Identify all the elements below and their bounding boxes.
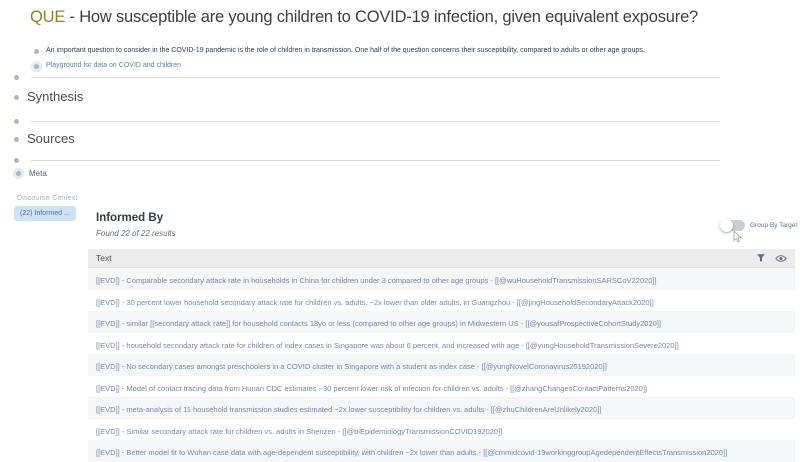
panel-title: Informed By	[96, 212, 164, 224]
table-row[interactable]	[88, 419, 795, 441]
cursor-icon	[733, 231, 743, 243]
results-summary: Found 22 of 22 results	[96, 229, 176, 238]
toggle-track-icon[interactable]	[720, 220, 745, 231]
evidence-row-text[interactable]: [[EVD]] - 30 percent lower household secondary attack rate for children vs. adults, ~2x lower than older adults, in Guangzhou - [[@jingHouseholdSecondaryAttack2020]]	[96, 297, 654, 307]
evidence-row-text[interactable]: [[EVD]] - similar [[secondary attack rate]] for household contacts 18yo or less (compared to other age groups) in Midwestern US - [[@yousafProspectiveCohortStudy2020]]	[96, 319, 661, 328]
filter-icon[interactable]	[756, 253, 766, 263]
evidence-row-text[interactable]: [[EVD]] - meta-analysis of 11 household transmission studies estimated ~2x lower susceptibility for children vs. adults - [[@zhuChildrenAreUnlikely2020]]	[96, 405, 602, 414]
playground-block	[34, 62, 181, 70]
block-bullet-icon[interactable]	[34, 49, 39, 54]
intro-block	[34, 47, 645, 55]
discourse-context-label: Discourse Context	[17, 195, 78, 202]
evidence-row-text[interactable]: [[EVD]] - Similar secondary attack rate for children vs. adults in Shenzen - [[@biEpidemiologyTransmissionCOVID192020]]	[96, 426, 503, 436]
table-row[interactable]	[88, 440, 795, 462]
evidence-row-text[interactable]: [[EVD]] - Model of contact tracing data from Hunan CDC estimates ~30 percent lower risk of infection for children vs. adults - [[@zhangChangesContactPatterns2020]]	[96, 383, 648, 393]
section-sources	[14, 132, 75, 145]
toggle-label: Group By Target	[750, 222, 798, 229]
meta-label: Meta	[29, 169, 47, 178]
table-row[interactable]	[88, 268, 795, 290]
divider-block	[14, 119, 720, 124]
eye-icon[interactable]	[775, 254, 787, 263]
section-synthesis	[14, 90, 83, 103]
table-row[interactable]	[88, 311, 795, 333]
horizontal-rule	[31, 160, 720, 161]
block-bullet-icon[interactable]	[14, 75, 19, 80]
informed-by-tab[interactable]: (22) Informed ...	[14, 206, 76, 221]
meta-block	[16, 169, 47, 178]
toggle-knob-icon[interactable]	[720, 219, 733, 232]
table-row[interactable]	[88, 397, 795, 419]
column-header-text: Text	[96, 253, 112, 263]
horizontal-rule	[31, 121, 720, 122]
evidence-row-text[interactable]: [[EVD]] - No secondary cases amongst preschoolers in a COVID cluster in Singapore with a student as index case - [[@yungNovelCoronavirus20192020]]	[96, 362, 607, 371]
table-body	[88, 268, 795, 462]
block-bullet-icon[interactable]	[14, 119, 19, 124]
intro-text: An important question to consider in the COVID-19 pandemic is the role of children in transmission. One half of the question concerns their susceptibility, compared to adults or other age groups.	[46, 47, 645, 54]
page-title	[30, 8, 698, 27]
que-tag: QUE	[30, 8, 66, 26]
page-title-text: - How susceptible are young children to COVID-19 infection, given equivalent exposure?	[65, 8, 699, 26]
block-bullet-icon[interactable]	[34, 64, 39, 69]
divider-block	[14, 158, 720, 163]
table-header	[88, 249, 795, 268]
evidence-row-text[interactable]: [[EVD]] - household secondary attack rate for children of index cases in Singapore was about 6 percent, and increased with age - [[@yungHouseholdTransmissionSevere2020]]	[96, 340, 679, 350]
block-bullet-icon[interactable]	[16, 171, 21, 176]
playground-link[interactable]: Playground for data on COVID and children	[46, 62, 182, 69]
divider-block	[14, 75, 720, 80]
horizontal-rule	[31, 77, 720, 78]
table-row[interactable]	[88, 290, 795, 312]
section-heading: Synthesis	[27, 89, 84, 104]
block-bullet-icon[interactable]	[14, 95, 19, 100]
block-bullet-icon[interactable]	[14, 137, 19, 142]
group-by-target-toggle[interactable]	[720, 220, 797, 231]
block-bullet-icon[interactable]	[14, 158, 19, 163]
table-row[interactable]	[88, 333, 795, 355]
table-row[interactable]	[88, 354, 795, 376]
evidence-row-text[interactable]: [[EVD]] - Better model fit to Wuhan case data with age-dependent susceptibility, with children ~2x lower than adults - [[@cmmidcovid-19workinggroupAgedependentEffectsTransmission2020]]	[96, 448, 728, 457]
table-row[interactable]	[88, 376, 795, 398]
evidence-row-text[interactable]: [[EVD]] - Comparable secondary attack rate in households in China for children under 3 compared to other age groups - [[@wuHouseholdTransmissionSARSCoV22020]]	[96, 276, 657, 285]
section-heading: Sources	[27, 131, 75, 146]
